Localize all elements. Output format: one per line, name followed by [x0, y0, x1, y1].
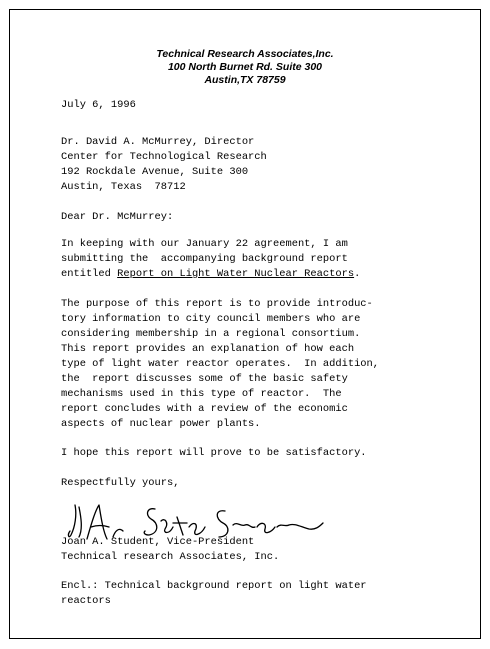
paragraph-line: submitting the accompanying background report — [61, 253, 348, 265]
letter-page — [9, 9, 481, 639]
period: . — [354, 268, 361, 280]
company-street: 100 North Burnet Rd. Suite 300 — [167, 61, 323, 73]
paragraph-line: report concludes with a review of the economic — [61, 403, 348, 415]
paragraph-line: aspects of nuclear power plants. — [61, 418, 261, 430]
company-name: Technical Research Associates,Inc. — [156, 48, 334, 60]
salutation: Dear Dr. McMurrey: — [61, 211, 174, 223]
signer-name-title: Joan A. Student, Vice-President — [61, 536, 255, 548]
paragraph-line: mechanisms used in this type of reactor. The — [61, 388, 342, 400]
closing: Respectfully yours, — [61, 477, 180, 489]
paragraph-line: The purpose of this report is to provide introduc- — [61, 298, 373, 310]
enclosure-line: reactors — [61, 595, 111, 607]
paragraph-line: In keeping with our January 22 agreement, I am — [61, 238, 348, 250]
letterhead — [10, 48, 480, 87]
paragraph-line: considering membership in a regional consortium. — [61, 328, 361, 340]
report-title: Report on Light Water Nuclear Reactors — [117, 268, 355, 280]
paragraph-line: tory information to city council members who are — [61, 313, 361, 325]
recipient-line: Dr. David A. McMurrey, Director — [61, 136, 255, 148]
recipient-line: Austin, Texas 78712 — [61, 181, 186, 193]
paragraph-line: the report discusses some of the basic safety — [61, 373, 348, 385]
paragraph-line — [61, 267, 421, 282]
signer-company: Technical research Associates, Inc. — [61, 551, 280, 563]
company-city: Austin,TX 78759 — [204, 74, 286, 86]
enclosure-line: Encl.: Technical background report on light water — [61, 580, 367, 592]
paragraph-line: type of light water reactor operates. In addition, — [61, 358, 380, 370]
letter-date: July 6, 1996 — [61, 99, 136, 111]
recipient-line: Center for Technological Research — [61, 151, 267, 163]
recipient-line: 192 Rockdale Avenue, Suite 300 — [61, 166, 249, 178]
paragraph-line: This report provides an explanation of how each — [61, 343, 355, 355]
entitled-text: entitled — [61, 268, 118, 280]
paragraph-closing-remark: I hope this report will prove to be satisfactory. — [61, 447, 367, 459]
